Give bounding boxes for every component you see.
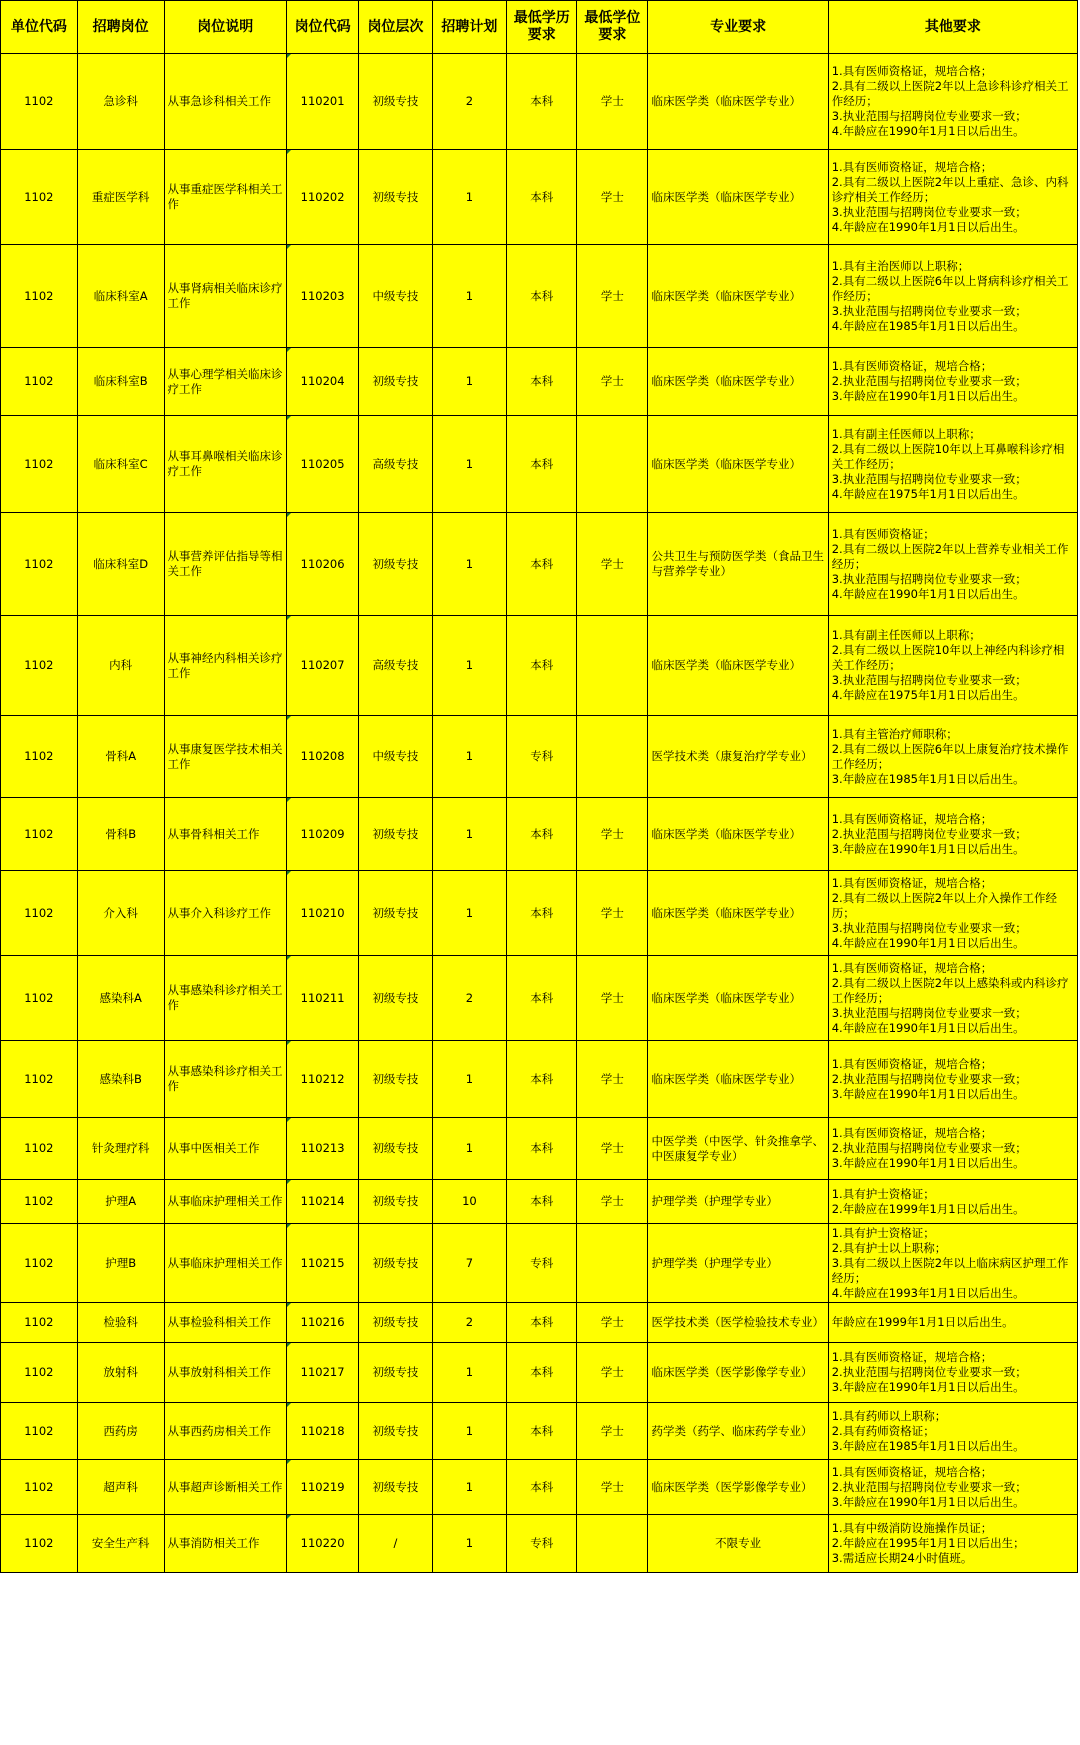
post-code-cell: 110219 xyxy=(286,1460,358,1515)
unit-code-cell: 1102 xyxy=(1,416,78,513)
post-cell: 内科 xyxy=(77,616,164,716)
post-code-cell: 110206 xyxy=(286,513,358,616)
requirement-line: 3.执业范围与招聘岗位专业要求一致； xyxy=(831,1005,1027,1020)
other-requirements-cell xyxy=(828,1460,1077,1515)
requirement-line: 2.具有药师资格证； xyxy=(831,1423,935,1438)
post-code-cell: 110218 xyxy=(286,1403,358,1460)
degree-cell: 学士 xyxy=(577,513,648,616)
requirement-line: 2.具有二级以上医院2年以上营养专业相关工作经历； xyxy=(831,541,1069,571)
education-cell: 本科 xyxy=(507,956,577,1041)
requirement-line: 2.具有二级以上医院2年以上重症、急诊、内科诊疗相关工作经历； xyxy=(831,174,1069,204)
level-cell: 初级专技 xyxy=(359,1118,432,1180)
unit-code-cell: 1102 xyxy=(1,1515,78,1573)
other-requirements-cell xyxy=(828,348,1077,416)
other-requirements-cell xyxy=(828,1343,1077,1403)
requirement-line: 1.具有医师资格证，规培合格； xyxy=(831,1350,993,1364)
degree-cell xyxy=(577,416,648,513)
requirement-line: 1.具有医师资格证，规培合格； xyxy=(831,359,993,373)
major-cell: 临床医学类（医学影像学专业） xyxy=(648,1460,828,1515)
post-code-cell: 110203 xyxy=(286,245,358,348)
table-row xyxy=(1,616,1078,716)
requirement-line: 1.具有医师资格证，规培合格； xyxy=(831,64,993,78)
requirement-line: 3.年龄应在1985年1月1日以后出生。 xyxy=(831,1438,1025,1453)
description-cell: 从事西药房相关工作 xyxy=(164,1403,286,1460)
unit-code-cell: 1102 xyxy=(1,348,78,416)
education-cell: 专科 xyxy=(507,1515,577,1573)
plan-cell: 1 xyxy=(432,245,507,348)
plan-cell: 1 xyxy=(432,616,507,716)
requirement-line: 2.执业范围与招聘岗位专业要求一致； xyxy=(831,1141,1027,1155)
other-requirements-cell xyxy=(828,716,1077,798)
requirement-line: 4.年龄应在1990年1月1日以后出生。 xyxy=(831,1020,1025,1035)
requirement-line: 4.年龄应在1993年1月1日以后出生。 xyxy=(831,1285,1025,1300)
unit-code-cell: 1102 xyxy=(1,1460,78,1515)
requirement-line: 3.执业范围与招聘岗位专业要求一致； xyxy=(831,109,1027,123)
level-cell: 初级专技 xyxy=(359,54,432,150)
education-cell: 本科 xyxy=(507,798,577,871)
degree-cell xyxy=(577,616,648,716)
post-cell: 安全生产科 xyxy=(77,1515,164,1573)
post-code-cell: 110202 xyxy=(286,150,358,245)
level-cell: 初级专技 xyxy=(359,1303,432,1343)
table-row xyxy=(1,416,1078,513)
level-cell: 初级专技 xyxy=(359,150,432,245)
post-code-cell: 110201 xyxy=(286,54,358,150)
plan-cell: 10 xyxy=(432,1180,507,1224)
unit-code-cell: 1102 xyxy=(1,513,78,616)
table-row xyxy=(1,716,1078,798)
requirement-line: 2.具有护士以上职称； xyxy=(831,1240,947,1255)
major-cell: 不限专业 xyxy=(648,1515,828,1573)
requirement-line: 1.具有副主任医师以上职称； xyxy=(831,426,981,441)
requirement-line: 2.具有二级以上医院6年以上康复治疗技术操作工作经历； xyxy=(831,741,1069,771)
major-cell: 医学技术类（医学检验技术专业） xyxy=(648,1303,828,1343)
description-cell: 从事感染科诊疗相关工作 xyxy=(164,1041,286,1118)
other-requirements-cell xyxy=(828,416,1077,513)
post-cell: 西药房 xyxy=(77,1403,164,1460)
post-cell: 临床科室A xyxy=(77,245,164,348)
education-cell: 本科 xyxy=(507,1180,577,1224)
other-requirements-cell xyxy=(828,1224,1077,1303)
description-cell: 从事神经内科相关诊疗工作 xyxy=(164,616,286,716)
table-row xyxy=(1,1343,1078,1403)
degree-cell: 学士 xyxy=(577,245,648,348)
other-requirements-cell xyxy=(828,150,1077,245)
major-cell: 护理学类（护理学专业） xyxy=(648,1180,828,1224)
post-code-cell: 110208 xyxy=(286,716,358,798)
degree-cell: 学士 xyxy=(577,1118,648,1180)
post-cell: 感染科B xyxy=(77,1041,164,1118)
post-cell: 临床科室B xyxy=(77,348,164,416)
degree-cell: 学士 xyxy=(577,1180,648,1224)
education-cell: 本科 xyxy=(507,1460,577,1515)
unit-code-cell: 1102 xyxy=(1,1403,78,1460)
requirement-line: 1.具有医师资格证，规培合格； xyxy=(831,1464,993,1479)
post-code-cell: 110207 xyxy=(286,616,358,716)
other-requirements-cell xyxy=(828,1515,1077,1573)
degree-cell: 学士 xyxy=(577,1041,648,1118)
level-cell: 中级专技 xyxy=(359,245,432,348)
education-cell: 本科 xyxy=(507,1403,577,1460)
table-row xyxy=(1,1118,1078,1180)
major-cell: 药学类（药学、临床药学专业） xyxy=(648,1403,828,1460)
description-cell: 从事中医相关工作 xyxy=(164,1118,286,1180)
requirement-line: 2.执业范围与招聘岗位专业要求一致； xyxy=(831,826,1027,841)
description-cell: 从事肾病相关临床诊疗工作 xyxy=(164,245,286,348)
degree-cell: 学士 xyxy=(577,956,648,1041)
requirement-line: 2.年龄应在1995年1月1日以后出生； xyxy=(831,1536,1025,1550)
other-requirements-cell xyxy=(828,956,1077,1041)
post-code-cell: 110212 xyxy=(286,1041,358,1118)
requirement-line: 1.具有医师资格证，规培合格； xyxy=(831,875,993,890)
plan-cell: 1 xyxy=(432,1041,507,1118)
unit-code-cell: 1102 xyxy=(1,1041,78,1118)
other-requirements-cell xyxy=(828,871,1077,956)
plan-cell: 1 xyxy=(432,1515,507,1573)
requirement-line: 1.具有医师资格证，规培合格； xyxy=(831,159,993,174)
plan-cell: 1 xyxy=(432,716,507,798)
requirement-line: 4.年龄应在1990年1月1日以后出生。 xyxy=(831,935,1025,950)
plan-cell: 1 xyxy=(432,348,507,416)
major-cell: 医学技术类（康复治疗学专业） xyxy=(648,716,828,798)
requirement-line: 3.年龄应在1990年1月1日以后出生。 xyxy=(831,389,1025,403)
post-code-cell: 110220 xyxy=(286,1515,358,1573)
description-cell: 从事感染科诊疗相关工作 xyxy=(164,956,286,1041)
level-cell: 初级专技 xyxy=(359,1343,432,1403)
level-cell: 初级专技 xyxy=(359,1460,432,1515)
requirement-line: 2.执业范围与招聘岗位专业要求一致； xyxy=(831,374,1027,388)
major-cell: 临床医学类（临床医学专业） xyxy=(648,150,828,245)
post-cell: 针灸理疗科 xyxy=(77,1118,164,1180)
major-cell: 临床医学类（临床医学专业） xyxy=(648,956,828,1041)
degree-cell: 学士 xyxy=(577,798,648,871)
unit-code-cell: 1102 xyxy=(1,54,78,150)
table-row xyxy=(1,798,1078,871)
requirement-line: 1.具有主治医师以上职称； xyxy=(831,258,970,273)
plan-cell: 1 xyxy=(432,1343,507,1403)
post-code-cell: 110215 xyxy=(286,1224,358,1303)
description-cell: 从事重症医学科相关工作 xyxy=(164,150,286,245)
major-cell: 临床医学类（临床医学专业） xyxy=(648,871,828,956)
other-requirements-cell xyxy=(828,1041,1077,1118)
description-cell: 从事检验科相关工作 xyxy=(164,1303,286,1343)
unit-code-cell: 1102 xyxy=(1,716,78,798)
requirement-line: 2.具有二级以上医院2年以上急诊科诊疗相关工作经历； xyxy=(831,79,1069,108)
other-requirements-cell xyxy=(828,1118,1077,1180)
level-cell: 高级专技 xyxy=(359,616,432,716)
post-cell: 超声科 xyxy=(77,1460,164,1515)
post-cell: 临床科室D xyxy=(77,513,164,616)
major-cell: 护理学类（护理学专业） xyxy=(648,1224,828,1303)
unit-code-cell: 1102 xyxy=(1,245,78,348)
requirement-line: 4.年龄应在1990年1月1日以后出生。 xyxy=(831,219,1025,234)
post-cell: 感染科A xyxy=(77,956,164,1041)
unit-code-cell: 1102 xyxy=(1,798,78,871)
education-cell: 本科 xyxy=(507,54,577,150)
level-cell: 初级专技 xyxy=(359,1041,432,1118)
education-cell: 本科 xyxy=(507,1343,577,1403)
requirement-line: 1.具有医师资格证，规培合格； xyxy=(831,1126,993,1140)
plan-cell: 1 xyxy=(432,1118,507,1180)
requirement-line: 3.年龄应在1990年1月1日以后出生。 xyxy=(831,1086,1025,1101)
post-cell: 介入科 xyxy=(77,871,164,956)
requirement-line: 1.具有药师以上职称； xyxy=(831,1408,947,1423)
table-row xyxy=(1,245,1078,348)
major-cell: 临床医学类（临床医学专业） xyxy=(648,54,828,150)
post-cell: 骨科B xyxy=(77,798,164,871)
description-cell: 从事放射科相关工作 xyxy=(164,1343,286,1403)
degree-cell xyxy=(577,1224,648,1303)
major-cell: 临床医学类（临床医学专业） xyxy=(648,616,828,716)
post-cell: 放射科 xyxy=(77,1343,164,1403)
table-row xyxy=(1,348,1078,416)
requirement-line: 2.具有二级以上医院2年以上介入操作工作经历； xyxy=(831,890,1058,920)
table-row xyxy=(1,1403,1078,1460)
post-cell: 临床科室C xyxy=(77,416,164,513)
description-cell: 从事临床护理相关工作 xyxy=(164,1180,286,1224)
other-requirements-cell xyxy=(828,1180,1077,1224)
table-row xyxy=(1,150,1078,245)
requirement-line: 1.具有主管治疗师职称； xyxy=(831,726,958,741)
requirement-line: 1.具有护士资格证； xyxy=(831,1186,935,1201)
header-post: 招聘岗位 xyxy=(77,1,164,54)
post-cell: 重症医学科 xyxy=(77,150,164,245)
level-cell: 中级专技 xyxy=(359,716,432,798)
major-cell: 临床医学类（临床医学专业） xyxy=(648,245,828,348)
plan-cell: 1 xyxy=(432,1403,507,1460)
header-row xyxy=(1,1,1078,54)
degree-cell: 学士 xyxy=(577,1403,648,1460)
requirement-line: 4.年龄应在1985年1月1日以后出生。 xyxy=(831,318,1025,333)
education-cell: 本科 xyxy=(507,871,577,956)
description-cell: 从事急诊科相关工作 xyxy=(164,54,286,150)
requirement-line: 3.年龄应在1990年1月1日以后出生。 xyxy=(831,1494,1025,1509)
education-cell: 专科 xyxy=(507,1224,577,1303)
degree-cell: 学士 xyxy=(577,54,648,150)
post-cell: 护理A xyxy=(77,1180,164,1224)
requirement-line: 3.年龄应在1990年1月1日以后出生。 xyxy=(831,1380,1025,1394)
education-cell: 本科 xyxy=(507,513,577,616)
requirement-line: 4.年龄应在1975年1月1日以后出生。 xyxy=(831,688,1025,702)
level-cell: 初级专技 xyxy=(359,1224,432,1303)
major-cell: 临床医学类（临床医学专业） xyxy=(648,416,828,513)
requirement-line: 3.执业范围与招聘岗位专业要求一致； xyxy=(831,920,1027,935)
requirement-line: 3.需适应长期24小时值班。 xyxy=(831,1551,973,1565)
requirement-line: 1.具有医师资格证，规培合格； xyxy=(831,811,993,826)
requirement-line: 年龄应在1999年1月1日以后出生。 xyxy=(831,1315,1014,1329)
education-cell: 本科 xyxy=(507,348,577,416)
requirement-line: 2.具有二级以上医院2年以上感染科或内科诊疗工作经历； xyxy=(831,975,1069,1005)
requirement-line: 3.执业范围与招聘岗位专业要求一致； xyxy=(831,471,1027,486)
requirement-line: 3.年龄应在1990年1月1日以后出生。 xyxy=(831,1156,1025,1170)
level-cell: 高级专技 xyxy=(359,416,432,513)
unit-code-cell: 1102 xyxy=(1,1180,78,1224)
major-cell: 公共卫生与预防医学类（食品卫生与营养学专业） xyxy=(648,513,828,616)
unit-code-cell: 1102 xyxy=(1,616,78,716)
header-description: 岗位说明 xyxy=(164,1,286,54)
education-cell: 专科 xyxy=(507,716,577,798)
degree-cell: 学士 xyxy=(577,348,648,416)
header-unit-code: 单位代码 xyxy=(1,1,78,54)
plan-cell: 1 xyxy=(432,150,507,245)
education-cell: 本科 xyxy=(507,245,577,348)
requirement-line: 3.年龄应在1990年1月1日以后出生。 xyxy=(831,841,1025,856)
degree-cell: 学士 xyxy=(577,1460,648,1515)
requirement-line: 3.年龄应在1985年1月1日以后出生。 xyxy=(831,771,1025,786)
degree-cell xyxy=(577,1515,648,1573)
description-cell: 从事骨科相关工作 xyxy=(164,798,286,871)
major-cell: 临床医学类（临床医学专业） xyxy=(648,798,828,871)
level-cell: 初级专技 xyxy=(359,798,432,871)
unit-code-cell: 1102 xyxy=(1,871,78,956)
level-cell: 初级专技 xyxy=(359,871,432,956)
post-code-cell: 110213 xyxy=(286,1118,358,1180)
table-row xyxy=(1,54,1078,150)
other-requirements-cell xyxy=(828,245,1077,348)
major-cell: 中医学类（中医学、针灸推拿学、中医康复学专业） xyxy=(648,1118,828,1180)
requirement-line: 3.执业范围与招聘岗位专业要求一致； xyxy=(831,204,1027,219)
requirement-line: 3.执业范围与招聘岗位专业要求一致； xyxy=(831,673,1027,687)
table-row xyxy=(1,1515,1078,1573)
requirement-line: 1.具有医师资格证，规培合格； xyxy=(831,1056,993,1071)
post-code-cell: 110214 xyxy=(286,1180,358,1224)
degree-cell: 学士 xyxy=(577,1343,648,1403)
plan-cell: 1 xyxy=(432,871,507,956)
post-cell: 检验科 xyxy=(77,1303,164,1343)
post-cell: 骨科A xyxy=(77,716,164,798)
post-cell: 护理B xyxy=(77,1224,164,1303)
description-cell: 从事介入科诊疗工作 xyxy=(164,871,286,956)
other-requirements-cell xyxy=(828,798,1077,871)
plan-cell: 2 xyxy=(432,956,507,1041)
education-cell: 本科 xyxy=(507,150,577,245)
level-cell: / xyxy=(359,1515,432,1573)
post-code-cell: 110205 xyxy=(286,416,358,513)
education-cell: 本科 xyxy=(507,616,577,716)
description-cell: 从事超声诊断相关工作 xyxy=(164,1460,286,1515)
requirement-line: 3.执业范围与招聘岗位专业要求一致； xyxy=(831,571,1027,586)
plan-cell: 1 xyxy=(432,1460,507,1515)
education-cell: 本科 xyxy=(507,416,577,513)
unit-code-cell: 1102 xyxy=(1,1303,78,1343)
post-code-cell: 110210 xyxy=(286,871,358,956)
degree-cell: 学士 xyxy=(577,1303,648,1343)
table-row xyxy=(1,871,1078,956)
major-cell: 临床医学类（临床医学专业） xyxy=(648,348,828,416)
degree-cell: 学士 xyxy=(577,150,648,245)
level-cell: 初级专技 xyxy=(359,513,432,616)
plan-cell: 7 xyxy=(432,1224,507,1303)
table-row xyxy=(1,1180,1078,1224)
header-plan: 招聘计划 xyxy=(432,1,507,54)
plan-cell: 1 xyxy=(432,416,507,513)
requirement-line: 2.执业范围与招聘岗位专业要求一致； xyxy=(831,1071,1027,1086)
table-row xyxy=(1,513,1078,616)
level-cell: 初级专技 xyxy=(359,956,432,1041)
education-cell: 本科 xyxy=(507,1118,577,1180)
requirement-line: 4.年龄应在1975年1月1日以后出生。 xyxy=(831,486,1025,501)
header-major: 专业要求 xyxy=(648,1,828,54)
education-cell: 本科 xyxy=(507,1303,577,1343)
post-code-cell: 110209 xyxy=(286,798,358,871)
other-requirements-cell xyxy=(828,513,1077,616)
plan-cell: 2 xyxy=(432,54,507,150)
requirement-line: 2.具有二级以上医院6年以上肾病科诊疗相关工作经历； xyxy=(831,273,1069,303)
table-row xyxy=(1,1303,1078,1343)
level-cell: 初级专技 xyxy=(359,1403,432,1460)
description-cell: 从事耳鼻喉相关临床诊疗工作 xyxy=(164,416,286,513)
unit-code-cell: 1102 xyxy=(1,956,78,1041)
unit-code-cell: 1102 xyxy=(1,1118,78,1180)
level-cell: 初级专技 xyxy=(359,1180,432,1224)
unit-code-cell: 1102 xyxy=(1,1343,78,1403)
education-cell: 本科 xyxy=(507,1041,577,1118)
plan-cell: 1 xyxy=(432,798,507,871)
post-cell: 急诊科 xyxy=(77,54,164,150)
requirement-line: 2.执业范围与招聘岗位专业要求一致； xyxy=(831,1365,1027,1379)
degree-cell xyxy=(577,716,648,798)
requirement-line: 1.具有医师资格证，规培合格； xyxy=(831,960,993,975)
table-row xyxy=(1,1224,1078,1303)
requirement-line: 3.具有二级以上医院2年以上临床病区护理工作经历； xyxy=(831,1255,1069,1285)
requirement-line: 4.年龄应在1990年1月1日以后出生。 xyxy=(831,124,1025,138)
post-code-cell: 110211 xyxy=(286,956,358,1041)
post-code-cell: 110204 xyxy=(286,348,358,416)
post-code-cell: 110217 xyxy=(286,1343,358,1403)
header-level: 岗位层次 xyxy=(359,1,432,54)
other-requirements-cell xyxy=(828,1303,1077,1343)
unit-code-cell: 1102 xyxy=(1,1224,78,1303)
unit-code-cell: 1102 xyxy=(1,150,78,245)
degree-cell: 学士 xyxy=(577,871,648,956)
table-row xyxy=(1,1041,1078,1118)
requirement-line: 3.执业范围与招聘岗位专业要求一致； xyxy=(831,303,1027,318)
header-other: 其他要求 xyxy=(828,1,1077,54)
other-requirements-cell xyxy=(828,616,1077,716)
requirement-line: 1.具有医师资格证； xyxy=(831,526,935,541)
description-cell: 从事康复医学技术相关工作 xyxy=(164,716,286,798)
plan-cell: 1 xyxy=(432,513,507,616)
description-cell: 从事营养评估指导等相关工作 xyxy=(164,513,286,616)
description-cell: 从事心理学相关临床诊疗工作 xyxy=(164,348,286,416)
other-requirements-cell xyxy=(828,54,1077,150)
description-cell: 从事临床护理相关工作 xyxy=(164,1224,286,1303)
requirement-line: 1.具有中级消防设施操作员证； xyxy=(831,1521,993,1535)
requirement-line: 2.具有二级以上医院10年以上耳鼻喉科诊疗相关工作经历； xyxy=(831,441,1065,471)
table-row xyxy=(1,1460,1078,1515)
header-education: 最低学历要求 xyxy=(507,1,577,54)
table-row xyxy=(1,956,1078,1041)
description-cell: 从事消防相关工作 xyxy=(164,1515,286,1573)
requirement-line: 2.具有二级以上医院10年以上神经内科诊疗相关工作经历； xyxy=(831,643,1065,672)
plan-cell: 2 xyxy=(432,1303,507,1343)
major-cell: 临床医学类（临床医学专业） xyxy=(648,1041,828,1118)
requirement-line: 2.执业范围与招聘岗位专业要求一致； xyxy=(831,1479,1027,1494)
other-requirements-cell xyxy=(828,1403,1077,1460)
requirement-line: 2.年龄应在1999年1月1日以后出生。 xyxy=(831,1201,1025,1216)
header-degree: 最低学位要求 xyxy=(577,1,648,54)
major-cell: 临床医学类（医学影像学专业） xyxy=(648,1343,828,1403)
level-cell: 初级专技 xyxy=(359,348,432,416)
requirement-line: 4.年龄应在1990年1月1日以后出生。 xyxy=(831,586,1025,601)
header-post-code: 岗位代码 xyxy=(286,1,358,54)
requirement-line: 1.具有护士资格证； xyxy=(831,1225,935,1240)
requirement-line: 1.具有副主任医师以上职称； xyxy=(831,628,981,642)
post-code-cell: 110216 xyxy=(286,1303,358,1343)
